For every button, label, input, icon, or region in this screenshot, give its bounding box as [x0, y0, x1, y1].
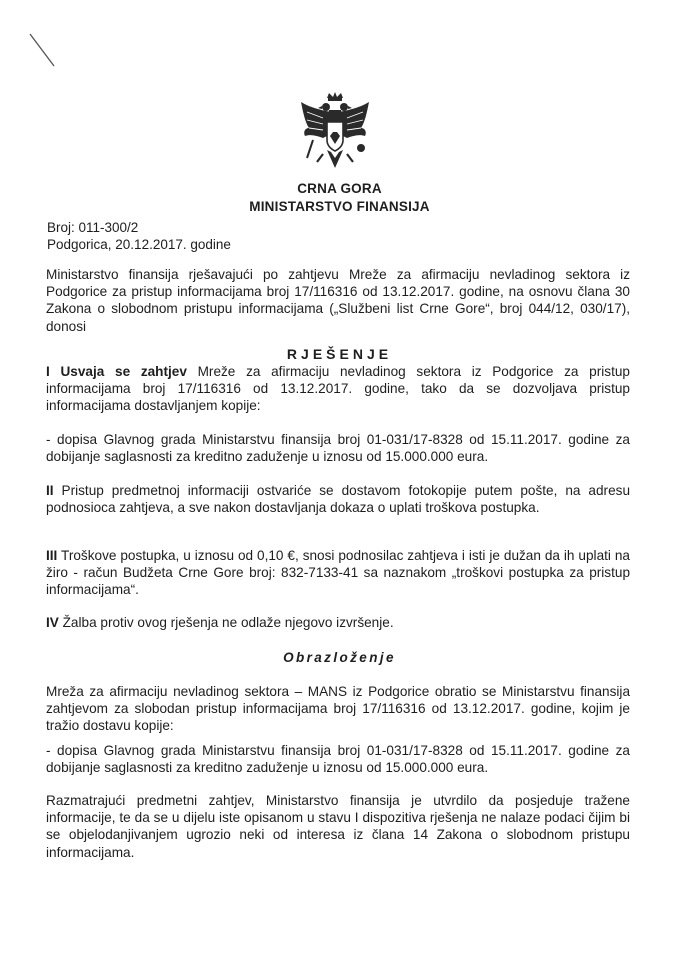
decision-title: RJEŠENJE [286, 346, 393, 362]
decision-item-4-label: IV [46, 615, 59, 630]
decision-item-2-text: Pristup predmetnoj informaciji ostvariće se dostavom fotokopije putem pošte, na adresu podnosioca zahtjeva, a sve nakon dostavljanja dokaza o uplati troškova postupka. [46, 483, 630, 516]
pen-stroke-mark [24, 30, 60, 70]
decision-item-2 [46, 482, 630, 516]
decision-item-4-text: Žalba protiv ovog rješenja ne odlaže njegovo izvršenje. [58, 615, 394, 630]
reasoning-paragraph-1: Mreža za afirmaciju nevladinog sektora – MANS iz Podgorice obratio se Ministarstvu finansija zahtjevom za slobodan pristup informacijama broj 17/116316 od 13.12.2017. godine, kojim je tražio dostavu kopije: [46, 684, 630, 734]
coat-of-arms-eagle-icon [293, 92, 377, 176]
decision-item-1-document: - dopisa Glavnog grada Ministarstvu finansija broj 01-031/17-8328 od 15.11.2017. godine za dobijanje saglasnosti za kreditno zaduženje u iznosu od 15.000.000 eura. [46, 432, 630, 465]
decision-item-1 [46, 363, 630, 415]
decision-item-1-label: I Usvaja se zahtjev [46, 364, 187, 379]
reasoning-paragraph-2: Razmatrajući predmetni zahtjev, Ministarstvo finansija je utvrdilo da posjeduje tražene informacije, te da se u dijelu iste opisanom u stavu I dispozitiva rješenja ne nalaze podaci čijim bi se objelodanjivanjem ugrozio neki od interesa iz člana 14 Zakona o slobodnom pristupu informacijama. [46, 793, 630, 860]
reasoning-title: Obrazloženje [283, 650, 396, 665]
decision-item-3-text: Troškove postupka, u iznosu od 0,10 €, snosi podnosilac zahtjeva i isti je dužan da ih uplati na žiro - račun Budžeta Crne Gore broj: 832-7133-41 sa naznakom „troškovi postupka za pristup informacijama“. [46, 548, 630, 598]
place-and-date: Podgorica, 20.12.2017. godine [47, 237, 231, 252]
document-number: Broj: 011-300/2 [47, 220, 139, 235]
decision-item-2-label: II [46, 483, 54, 498]
intro-paragraph: Ministarstvo finansija rješavajući po zahtjevu Mreže za afirmaciju nevladinog sektora iz Podgorice za pristup informacijama broj 17/116316 od 13.12.2017. godine, na osnovu člana 30 Zakona o slobodnom pristupu informacijama („Službeni list Crne Gore“, broj 044/12, 030/17), donosi [46, 267, 630, 334]
decision-item-3-label: III [46, 548, 58, 563]
ministry-heading: MINISTARSTVO FINANSIJA [249, 199, 430, 214]
decision-item-4 [46, 614, 630, 631]
decision-item-3 [46, 547, 630, 599]
decision-item-1-text: Mreže za afirmaciju nevladinog sektora iz Podgorice za pristup informacijama broj 17/116316 od 13.12.2017. godine, tako da se dozvoljava pristup informacijama dostavljanjem kopije: [46, 364, 630, 414]
reasoning-requested-document: - dopisa Glavnog grada Ministarstvu finansija broj 01-031/17-8328 od 15.11.2017. godine za dobijanje saglasnosti za kreditno zaduženje u iznosu od 15.000.000 eura. [46, 743, 630, 776]
country-heading: CRNA GORA [297, 181, 382, 196]
